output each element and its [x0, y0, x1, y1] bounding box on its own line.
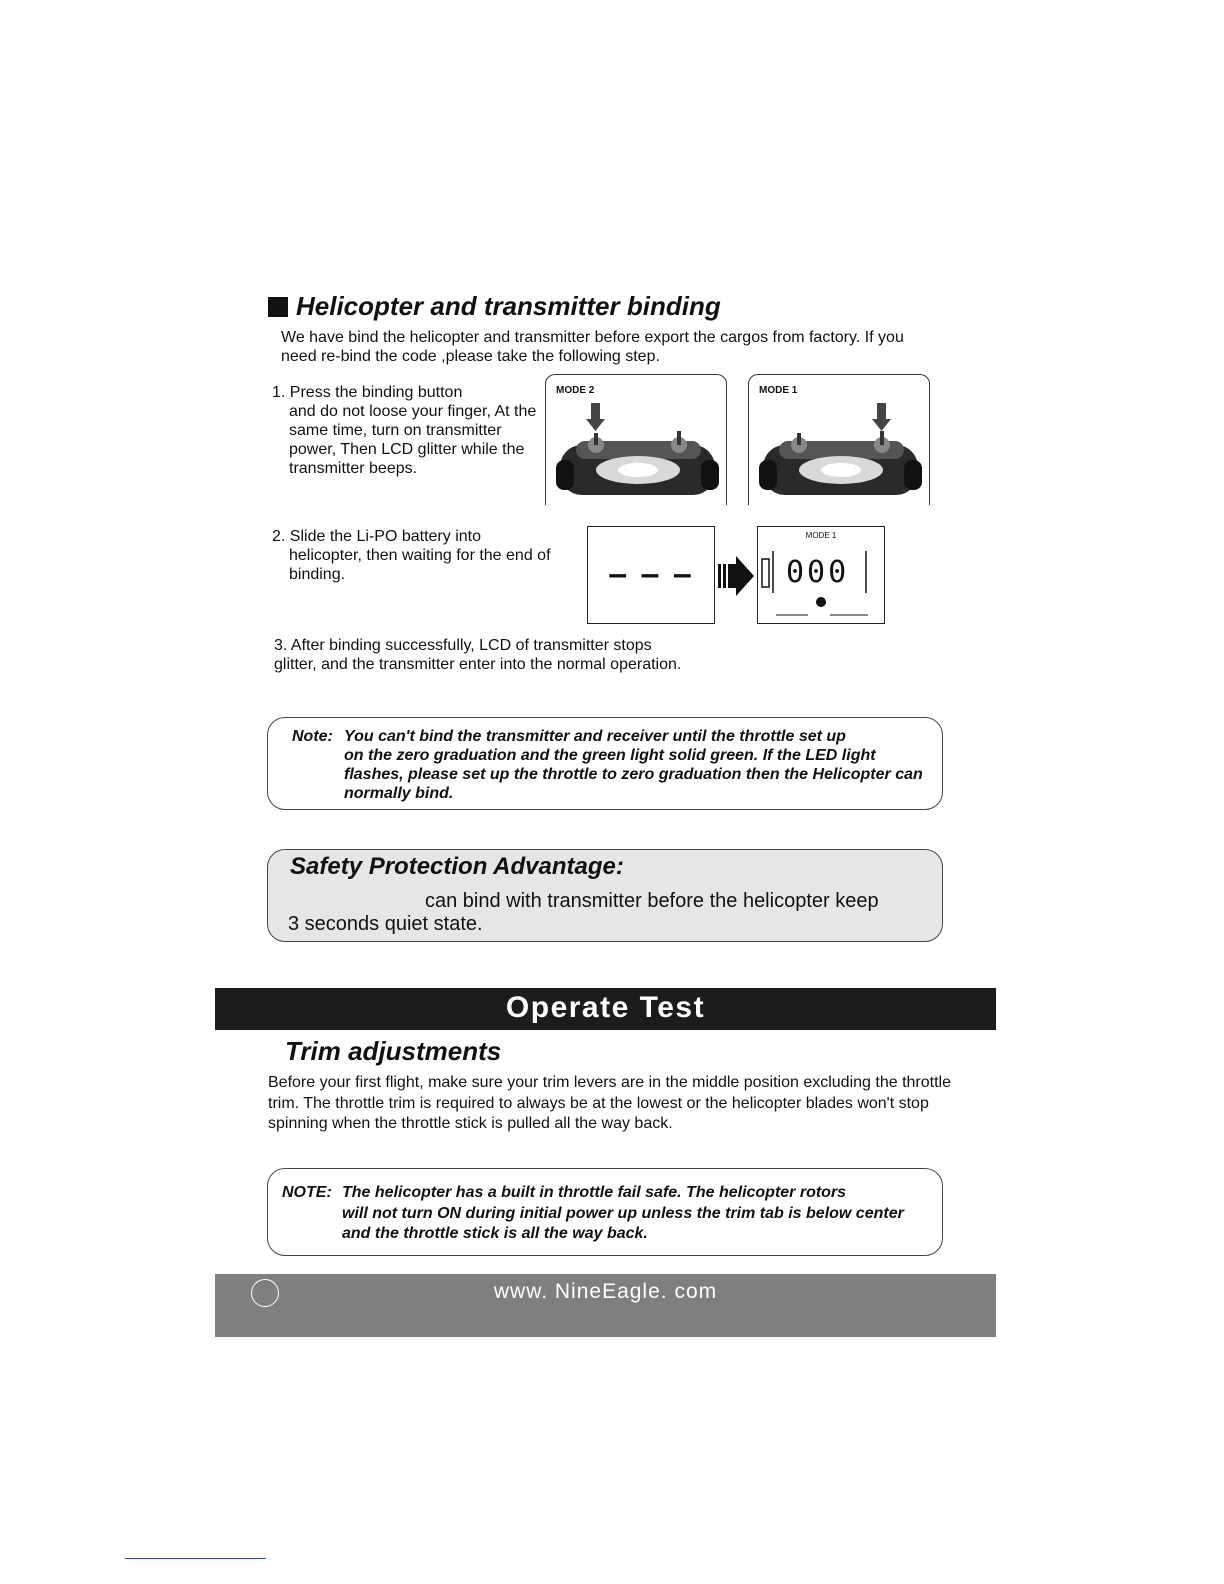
mode-1-label: MODE 1 — [759, 385, 798, 396]
lcd-mode-label: MODE 1 — [805, 531, 837, 540]
square-bullet-icon — [268, 297, 288, 317]
note-label: Note: — [292, 728, 333, 745]
binding-section-title — [268, 291, 721, 322]
note2-label: NOTE: — [282, 1184, 332, 1201]
step-2-first-line: 2. Slide the Li-PO battery into — [272, 528, 481, 545]
lcd-digits: 000 — [786, 555, 850, 590]
safety-title: Safety Protection Advantage: — [290, 853, 624, 880]
binding-note-box — [267, 717, 943, 810]
trim-adjustments-title: Trim adjustments — [285, 1036, 502, 1066]
mode-2-label: MODE 2 — [556, 385, 595, 396]
transmitter-mode1-image — [748, 374, 930, 505]
operate-test-banner — [215, 988, 996, 1030]
safety-protection-box — [267, 849, 943, 942]
transmitter-mode2-image — [545, 374, 727, 505]
lcd-binding-display — [587, 526, 715, 624]
binding-step-3: 3. After binding successfully, LCD of transmitter stops glitter, and the transmitter enter into the normal operation. — [274, 637, 682, 673]
note2-line-1: The helicopter has a built in throttle fail safe. The helicopter rotors — [342, 1184, 847, 1201]
page-footer — [215, 1274, 996, 1337]
binding-title-text: Helicopter and transmitter binding — [296, 291, 721, 321]
step-1-first-line: 1. Press the binding button — [272, 384, 463, 401]
bottom-rule — [125, 1558, 266, 1559]
step-1-rest: and do not loose your finger, At the same time, turn on transmitter power, Then LCD glitter while the transmitter beeps. — [289, 403, 537, 477]
binding-step-2 — [272, 527, 562, 584]
lcd-normal-display — [757, 526, 885, 624]
safety-line-1: can bind with transmitter before the helicopter keep — [425, 890, 879, 912]
safety-line-2: 3 seconds quiet state. — [288, 913, 483, 935]
fail-safe-note-text — [282, 1183, 932, 1245]
note-rest: on the zero graduation and the green light solid green. If the LED light flashes, please set up the throttle to zero graduation then the Helicopter can normally bind. — [344, 747, 923, 802]
transmitter-icon — [546, 375, 726, 505]
operate-test-title: Operate Test — [505, 991, 706, 1024]
note2-rest: will not turn ON during initial power up unless the trim tab is below center and the throttle stick is all the way back. — [342, 1204, 904, 1242]
note-line-1: You can't bind the transmitter and receiver until the throttle set up — [344, 728, 846, 745]
transmitter-icon — [749, 375, 929, 505]
lcd-dashes: – – – — [608, 555, 694, 593]
binding-note-text — [292, 727, 932, 803]
trim-adjustments-body: Before your first flight, make sure your trim levers are in the middle position excluding the throttle trim. The throttle trim is required to always be at the lowest or the helicopter blades won't stop spinning when the throttle stick is pulled all the way back. — [268, 1074, 951, 1132]
footer-url: www. NineEagle. com — [493, 1280, 718, 1303]
binding-step-1 — [272, 383, 537, 478]
right-arrow-icon — [716, 556, 756, 596]
binding-intro: We have bind the helicopter and transmitter before export the cargos from factory. If you need re-bind the code ,please take the following step. — [281, 329, 904, 365]
step-2-rest: helicopter, then waiting for the end of binding. — [289, 547, 551, 583]
fail-safe-note-box — [267, 1168, 943, 1256]
